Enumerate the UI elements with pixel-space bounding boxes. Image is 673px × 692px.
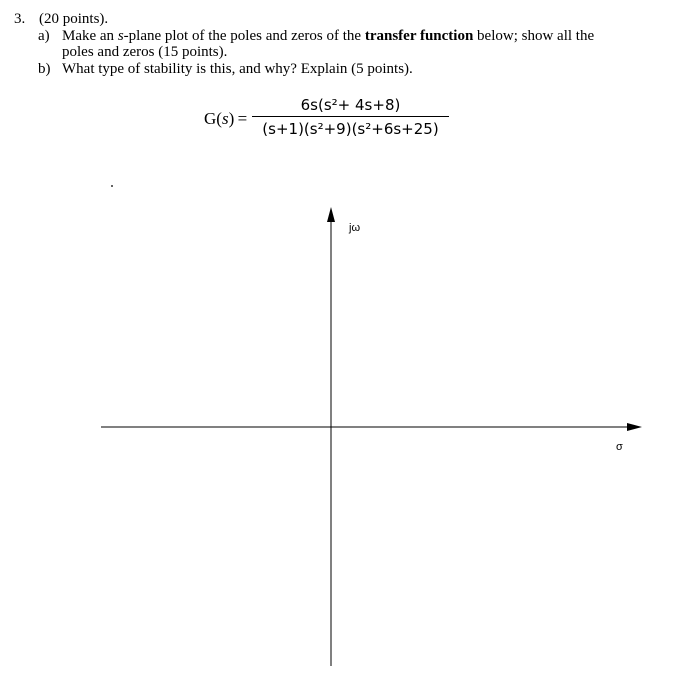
numerator-text: 6s(s²+ 4s+8)	[300, 96, 401, 114]
real-axis-arrowhead	[627, 423, 642, 431]
lhs-rest: ) =	[228, 109, 248, 128]
part-b-text: What type of stability is this, and why? Explain (5 points).	[62, 61, 413, 77]
imaginary-axis-label: jω	[349, 222, 361, 234]
real-axis-label: σ	[616, 441, 623, 453]
part-a-mid: -plane plot of the poles and zeros of the	[123, 28, 365, 44]
part-a-post: below; show all the	[473, 28, 595, 44]
part-a-bold-term: transfer function	[364, 28, 474, 44]
denominator-text: (s+1)(s²+9)(s²+6s+25)	[262, 120, 439, 138]
lhs-G: G	[204, 109, 217, 128]
question-number: 3.	[14, 11, 26, 27]
question-points: (20 points).	[39, 11, 109, 27]
lhs-paren-open: (	[216, 109, 222, 128]
part-b-label: b)	[38, 61, 51, 77]
imaginary-axis-arrowhead	[327, 207, 335, 222]
part-a-label: a)	[38, 28, 50, 44]
lhs-s: s	[221, 109, 229, 128]
part-a-italic-s: s	[117, 28, 124, 44]
part-a-pre: Make an	[62, 28, 118, 44]
part-a-text-line2: poles and zeros (15 points).	[62, 44, 228, 60]
